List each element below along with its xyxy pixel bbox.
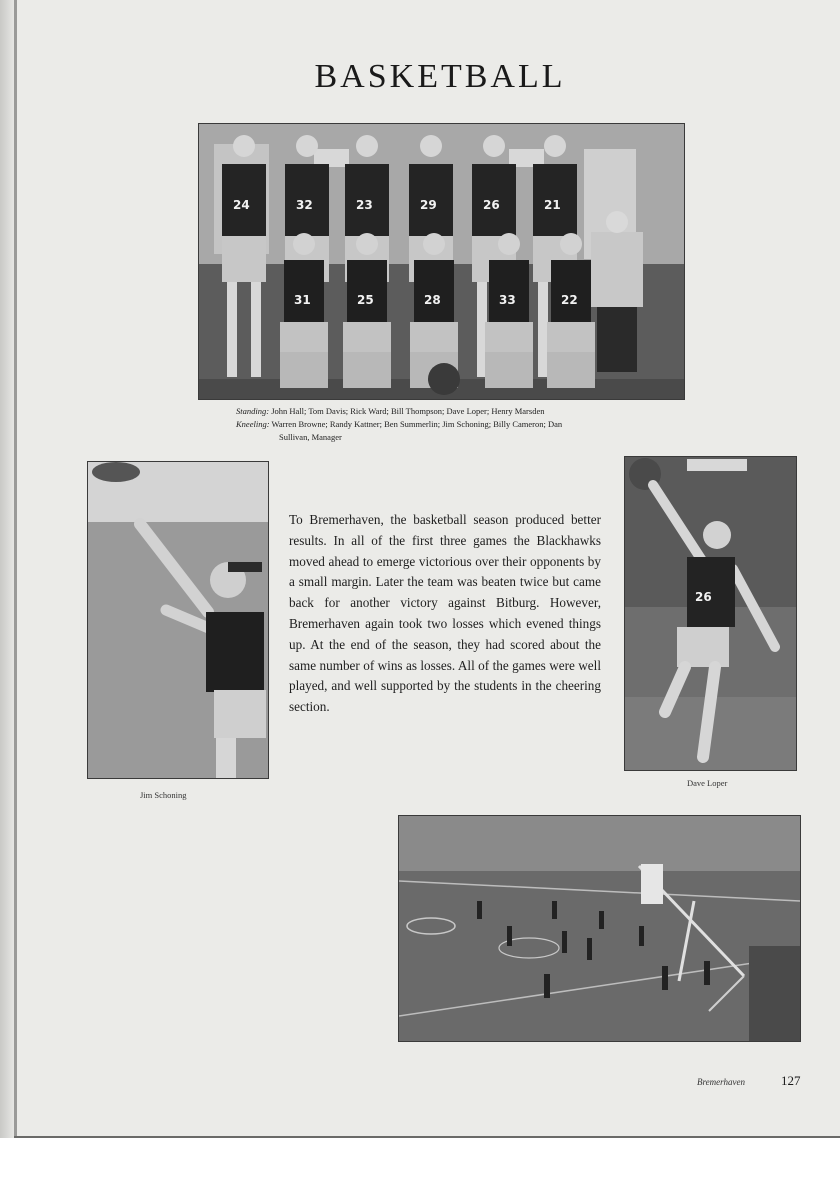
standing-jersey-number: 32 — [296, 198, 313, 212]
kneeling-jersey-number: 22 — [561, 293, 578, 307]
standing-jersey-number: 23 — [356, 198, 373, 212]
team-caption-kneeling — [236, 418, 562, 430]
right-player-photo — [625, 457, 796, 770]
kneeling-label: Kneeling: — [236, 419, 270, 429]
standing-names: John Hall; Tom Davis; Rick Ward; Bill Thompson; Dave Loper; Henry Marsden — [271, 406, 545, 416]
standing-label: Standing: — [236, 406, 270, 416]
page-binding-shadow — [0, 0, 14, 1138]
kneeling-jersey-number: 25 — [357, 293, 374, 307]
jumper-image — [625, 457, 796, 770]
kneeling-jersey-number: 28 — [424, 293, 441, 307]
page-title: BASKETBALL — [314, 58, 566, 95]
right-photo-caption: Dave Loper — [687, 778, 728, 788]
kneeling-jersey-number: 33 — [499, 293, 516, 307]
standing-jersey-number: 24 — [233, 198, 250, 212]
standing-jersey-number: 26 — [483, 198, 500, 212]
kneeling-jersey-number: 31 — [294, 293, 311, 307]
manager-figure — [591, 211, 643, 372]
left-player-photo — [88, 462, 268, 778]
kneeling-names-line1: Warren Browne; Randy Kattner; Ben Summerlin; Jim Schoning; Billy Cameron; Dan — [271, 419, 563, 429]
standing-jersey-number: 21 — [544, 198, 561, 212]
page-number: 127 — [781, 1073, 801, 1088]
court-image — [399, 816, 800, 1041]
left-photo-caption: Jim Schoning — [140, 790, 187, 800]
team-photo — [199, 124, 684, 399]
team-caption-standing — [236, 405, 544, 417]
shooter-image — [88, 462, 268, 778]
right-photo-jersey: 26 — [695, 590, 712, 604]
team-caption-kneeling-cont — [279, 431, 342, 443]
footer-school-name: Bremerhaven — [697, 1077, 745, 1087]
team-photo-image — [199, 124, 684, 399]
outdoor-court-photo — [399, 816, 800, 1041]
kneeling-names-line2: Sullivan, Manager — [279, 432, 342, 442]
standing-jersey-number: 29 — [420, 198, 437, 212]
article-text: To Bremerhaven, the basketball season produced better results. In all of the first three games the Blackhawks moved ahead to emerge victorious over their opponents by a small margin. Later the team was beaten twice but came back for another victory against Bitburg. However, Bremerhaven again took two losses which evened things up. At the end of the season, they had scored about the same number of wins as losses. All of the games were well played, and well supported by the students in the cheering section. — [289, 512, 601, 715]
page-bottom-edge — [14, 1136, 840, 1138]
